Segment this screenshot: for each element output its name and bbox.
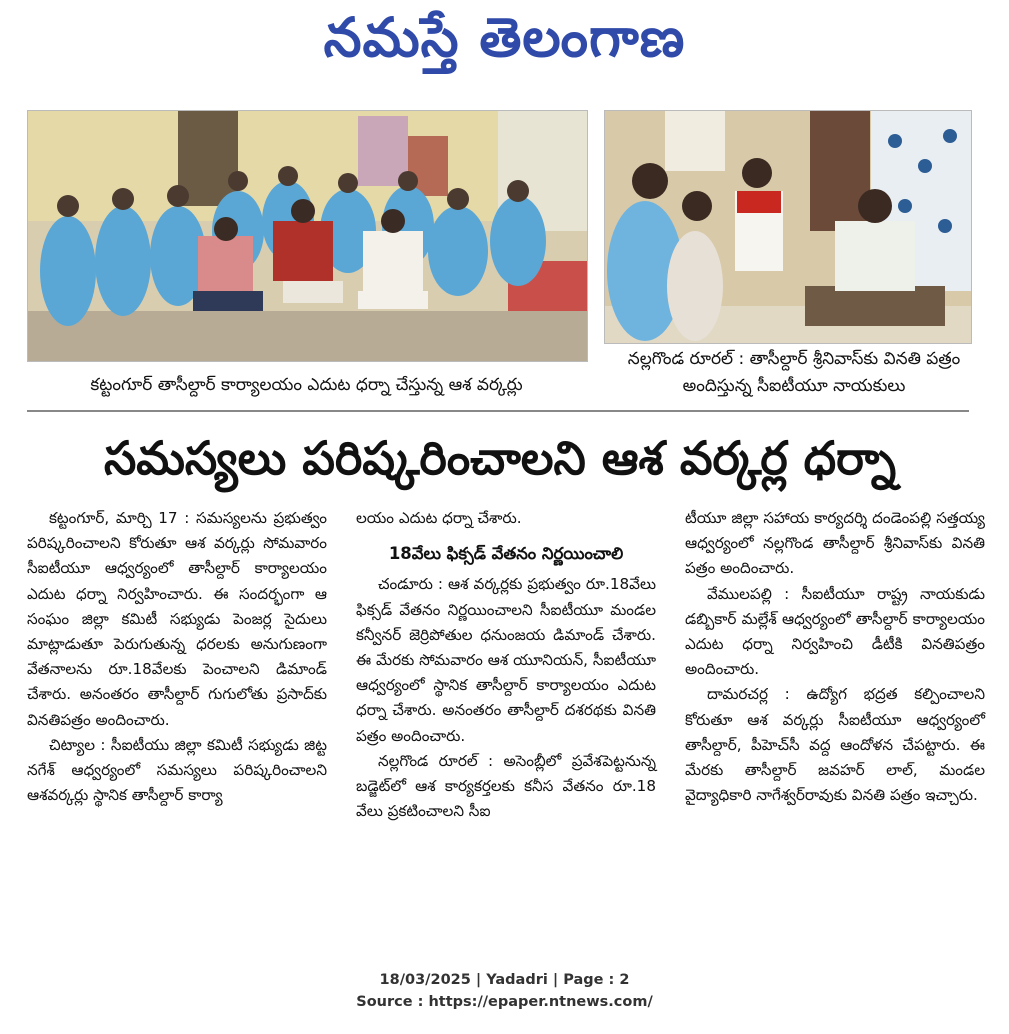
paragraph: టీయూ జిల్లా సహాయ కార్యదర్శి దండెంపల్లి సత్తయ్య ఆధ్వర్యంలో నల్లగొండ తాసీల్దార్ శ్రీనివాస్‌కు వినతి పత్రం అందించారు. [685,509,985,578]
paragraph: చిట్యాల : సీఐటీయు జిల్లా కమిటీ సభ్యుడు జిట్ట నగేశ్ ఆధ్వర్యంలో సమస్యలు పరిష్కరించాలని ఆశవర్కర్లు స్థానిక తాసీల్దార్ కార్యా [27,735,327,805]
footer-date-edition: 18/03/2025 | Yadadri | Page : 2 [379,972,630,988]
article-column-1 [27,506,327,808]
memorandum-photo-caption [604,346,984,400]
caption-line: అందిస్తున్న సీఐటీయూ నాయకులు [682,376,906,396]
paragraph: దామరచర్ల : ఉద్యోగ భద్రత కల్పించాలని కోరుతూ ఆశ వర్కర్లు సీఐటీయూ ఆధ్వర్యంలో తాసీల్దార్, పీహెచ్‌సీ వద్ద ఆందోళన చేపట్టారు. ఈ మేరకు తాసీల్దార్ జవహర్ లాల్, మండల వైద్యాధికారి నాగేశ్వర్‌రావుకు వినతి పత్రం ఇచ్చారు. [685,685,985,805]
caption-line: నల్లగొండ రూరల్ : తాసీల్దార్ శ్రీనివాస్‌కు వినతి పత్రం [627,349,961,369]
sub-headline: 18వేలు ఫిక్సడ్ వేతనం నిర్ణయించాలి [388,544,624,564]
paragraph: చండూరు : ఆశ వర్కర్లకు ప్రభుత్వం రూ.18వేలు ఫిక్సడ్ వేతనం నిర్ణయించాలని సీఐటీయూ మండల కన్వీనర్ జెర్రిపోతుల ధనుంజయ డిమాండ్ చేశారు. ఈ మేరకు సోమవారం ఆశ యూనియన్, సీఐటీయూ ఆధ్వర్యంలో స్థానిక తాసీల్దార్ కార్యాలయం ఎదుట ధర్నా చేశారు. అనంతరం తాసీల్దార్ దశరథకు వినతి పత్రం అందించారు. [356,575,656,745]
paragraph: లయం ఎదుట ధర్నా చేశారు. [356,509,522,527]
article-column-2 [356,506,656,824]
footer-source: Source : https://epaper.ntnews.com/ [356,994,653,1010]
masthead-title: నమస్తే తెలంగాణ [323,6,686,69]
article-headline: సమస్యలు పరిష్కరించాలని ఆశ వర్కర్ల ధర్నా [103,431,897,485]
divider [27,410,969,412]
paragraph: నల్లగొండ రూరల్ : అసెంబ్లీలో ప్రవేశపెట్టనున్న బడ్జెట్‌లో ఆశ కార్యకర్తలకు కనీస వేతనం రూ.18 వేలు ప్రకటించాలని సీఐ [356,751,656,821]
paragraph: కట్టంగూర్, మార్చి 17 : సమస్యలను ప్రభుత్వం పరిష్కరించాలని కోరుతూ ఆశ వర్కర్లు సోమవారం సీఐటీయూ ఆధ్వర్యంలో తాసీల్దార్ కార్యాలయం ఎదుట ధర్నా నిర్వహించారు. ఈ సందర్భంగా ఆ సంఘం జిల్లా కమిటీ సభ్యుడు పెంజర్ల సైదులు మాట్లాడుతూ పెరుగుతున్న ధరలకు అనుగుణంగా వేతనాలను రూ.18వేలకు పెంచాలని డిమాండ్ చేశారు. అనంతరం తాసీల్దార్ గుగులోతు ప్రసాద్‌కు వినతిపత్రం అందించారు. [27,509,327,729]
paragraph: వేములపల్లి : సీఐటీయూ రాష్ట్ర నాయకుడు డబ్బికార్ మల్లేశ్ ఆధ్వర్యంలో తాసీల్దార్ కార్యాలయం ఎదుట ధర్నా నిర్వహించి డీటీకి వినతిపత్రం అందించారు. [685,584,985,679]
memorandum-photo [604,110,972,344]
protest-photo [27,110,588,362]
protest-photo-caption: కట్టంగూర్ తాసీల్దార్ కార్యాలయం ఎదుట ధర్నా చేస్తున్న ఆశ వర్కర్లు [90,375,523,395]
article-column-3 [685,506,985,808]
